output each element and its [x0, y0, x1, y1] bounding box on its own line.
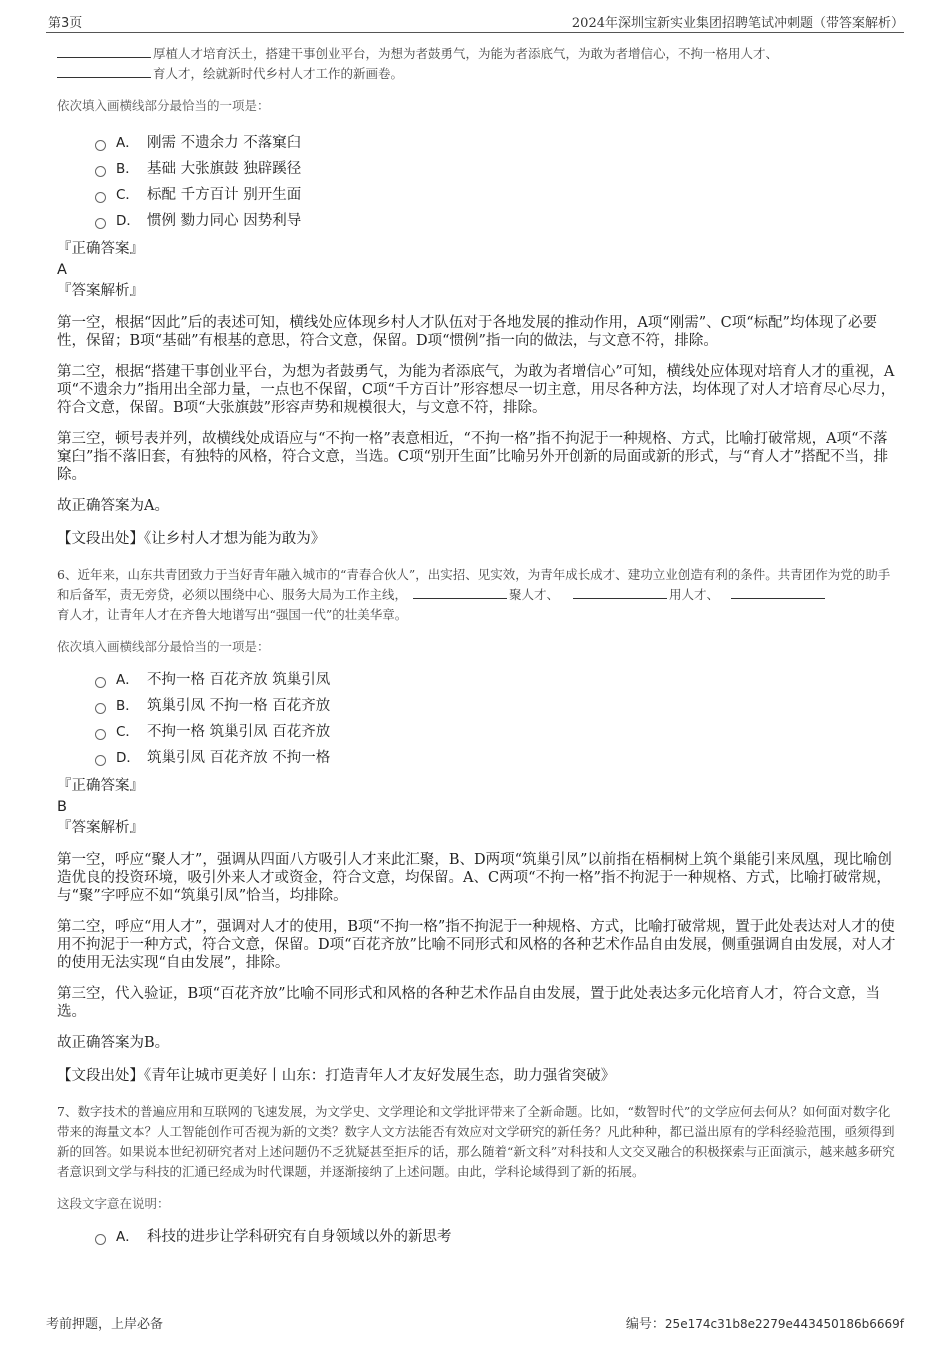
- page-content: [57, 44, 897, 1250]
- q5-option-b[interactable]: B． 基础 大张旗鼓 独辟蹊径: [95, 156, 897, 182]
- fill-blank: [731, 586, 825, 599]
- q5-stem: 厚植人才培育沃土，搭建干事创业平台，为想为者鼓勇气，为能为者添底气，为敢为者增信心，不拘一格用人才、 育人才，绘就新时代乡村人才工作的新画卷。: [57, 44, 897, 84]
- analysis-paragraph: 第二空，呼应“用人才”，强调对人才的使用，B项“不拘一格”指不拘泥于一种规格、方式，比喻打破常规，置于此处表达对人才的使用不拘泥于一种方式，符合文意，保留。D项“百花齐放”比喻不同形式和风格的各种艺术作品自由发展，侧重强调自由发展，对人才的使用无法实现“自由发展”，排除。: [57, 919, 896, 971]
- q5-option-d[interactable]: D． 惯例 勠力同心 因势利导: [95, 208, 897, 234]
- fill-blank: [573, 586, 667, 599]
- q6-option-d[interactable]: D． 筑巢引凤 百花齐放 不拘一格: [95, 745, 897, 771]
- answer-value: B: [57, 799, 67, 815]
- analysis-paragraph: 第二空，根据“搭建干事创业平台，为想为者鼓勇气，为能为者添底气，为敢为者增信心”可知，横线处应体现对培育人才的重视，A项“不遗余力”指用出全部力量，一点也不保留，C项“千方百计”形容想尽一切主意，用尽各种方法，均体现了对人才培育尽心尽力，符合文意，保留。B项“大张旗鼓”形容声势和规模很大，与文意不符，排除。: [57, 364, 896, 416]
- q5-instruction: 依次填入画横线部分最恰当的一项是：: [57, 98, 270, 113]
- q7-instruction: 这段文字意在说明：: [57, 1196, 170, 1211]
- analysis-label: 『答案解析』: [57, 283, 144, 299]
- q6-option-b[interactable]: B． 筑巢引凤 不拘一格 百花齐放: [95, 693, 897, 719]
- footer-slogan: 考前押题，上岸必备: [46, 1317, 164, 1332]
- fill-blank: [413, 586, 507, 599]
- page-number: 第3页: [48, 16, 83, 31]
- q6-option-a[interactable]: A． 不拘一格 百花齐放 筑巢引凤: [95, 667, 897, 693]
- answer-label: 『正确答案』: [57, 778, 144, 794]
- q6-instruction: 依次填入画横线部分最恰当的一项是：: [57, 639, 270, 654]
- radio-button[interactable]: [95, 1234, 106, 1245]
- fill-blank: [57, 45, 151, 58]
- analysis-paragraph: 第一空，根据“因此”后的表述可知，横线处应体现乡村人才队伍对于各地发展的推动作用，A项“刚需”、C项“标配”均体现了必要性，保留；B项“基础”有根基的意思，符合文意，保留。D项“惯例”指一向的做法，与文意不符，排除。: [57, 315, 878, 349]
- radio-button[interactable]: [95, 703, 106, 714]
- analysis-paragraph: 第三空，顿号表并列，故横线处成语应与“不拘一格”表意相近，“不拘一格”指不拘泥于一种规格、方式，比喻打破常规，A项“不落窠臼”指不落旧套，有独特的风格，符合文意，当选。C项“别开生面”比喻另外开创新的局面或新的形式，与“育人才”搭配不当，排除。: [57, 431, 889, 483]
- q5-options: [95, 130, 897, 234]
- q6-options: [95, 667, 897, 771]
- radio-button[interactable]: [95, 192, 106, 203]
- radio-button[interactable]: [95, 166, 106, 177]
- answer-label: 『正确答案』: [57, 241, 144, 257]
- radio-button[interactable]: [95, 677, 106, 688]
- analysis-paragraph: 第三空，代入验证，B项“百花齐放”比喻不同形式和风格的各种艺术作品自由发展，置于此处表达多元化培育人才，符合文意，当选。: [57, 986, 880, 1020]
- q5-option-c[interactable]: C． 标配 千方百计 别开生面: [95, 182, 897, 208]
- analysis-paragraph: 第一空，呼应“聚人才”，强调从四面八方吸引人才来此汇聚，B、D两项“筑巢引凤”以前指在梧桐树上筑个巢能引来凤凰，现比喻创造优良的投资环境，吸引外来人才或资金，符合文意，均保留。A、C两项“不拘一格”指不拘泥于一种规格、方式，比喻打破常规，与“聚”字呼应不如“筑巢引凤”恰当，均排除。: [57, 852, 892, 904]
- answer-value: A: [57, 262, 67, 278]
- analysis-label: 『答案解析』: [57, 820, 144, 836]
- page-header: [46, 12, 904, 33]
- source-citation: 【文段出处】《让乡村人才想为能为敢为》: [57, 531, 326, 547]
- q6-option-c[interactable]: C． 不拘一格 筑巢引凤 百花齐放: [95, 719, 897, 745]
- fill-blank: [57, 65, 151, 78]
- radio-button[interactable]: [95, 755, 106, 766]
- q7-options: [95, 1224, 897, 1250]
- analysis-conclusion: 故正确答案为B。: [57, 1035, 170, 1051]
- q7-stem: 7、数字技术的普遍应用和互联网的飞速发展，为文学史、文学理论和文学批评带来了全新命题。比如，“数智时代”的文学应何去何从？如何面对数字化带来的海量文本？人工智能创作可否视为新的文类？数字人文方法能否有效应对文学研究的新任务？凡此种种，都已溢出原有的学科经验范围，亟须得到新的回答。如果说本世纪初研究者对上述问题仍不乏犹疑甚至拒斥的话，那么随着“新文科”对科技和人文交叉融合的积极探索与正面演示，越来越多研究者意识到文学与科技的汇通已经成为时代课题，并逐渐接纳了上述问题。由此，学科论域得到了新的拓展。: [57, 1104, 895, 1179]
- document-title: 2024年深圳宝新实业集团招聘笔试冲刺题（带答案解析）: [571, 16, 904, 31]
- q5-option-a[interactable]: A． 刚需 不遗余力 不落窠臼: [95, 130, 897, 156]
- q6-stem: 6、近年来，山东共青团致力于当好青年融入城市的“青春合伙人”，出实招、见实效，为青年成长成才、建功立业创造有利的条件。共青团作为党的助手和后备军，责无旁贷，必须以围绕中心、服务大局为工作主线， 聚人才、 用人才、 育人才，让青年人才在齐鲁大地谱写出“强国一代”的壮美华章。: [57, 567, 891, 622]
- document-id: 编号：25e174c31b8e2279e443450186b6669f: [625, 1317, 904, 1332]
- source-citation: 【文段出处】《青年让城市更美好丨山东：打造青年人才友好发展生态，助力强省突破》: [57, 1068, 616, 1084]
- q7-option-a[interactable]: A． 科技的进步让学科研究有自身领域以外的新思考: [95, 1224, 897, 1250]
- radio-button[interactable]: [95, 140, 106, 151]
- analysis-conclusion: 故正确答案为A。: [57, 498, 169, 514]
- radio-button[interactable]: [95, 729, 106, 740]
- radio-button[interactable]: [95, 218, 106, 229]
